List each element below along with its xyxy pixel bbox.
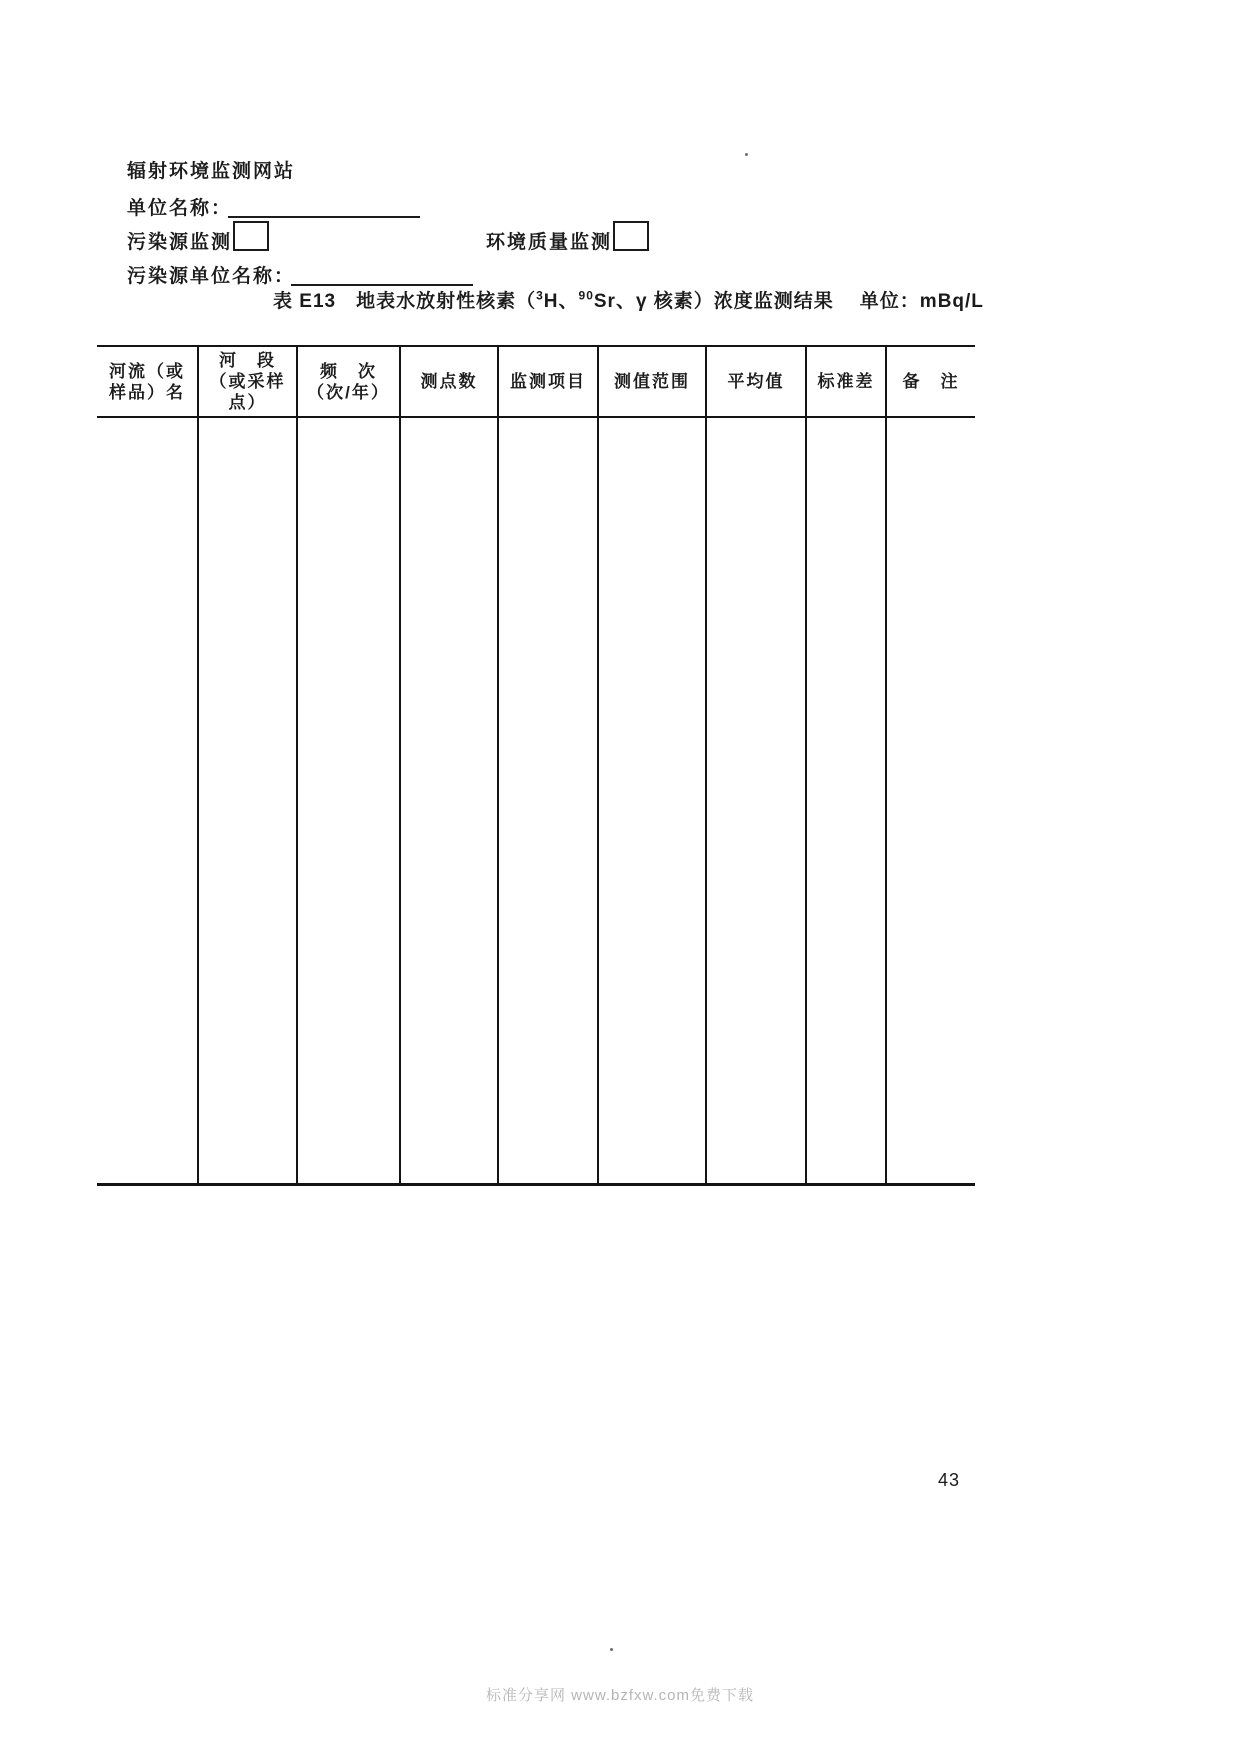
env-quality-checkbox (613, 221, 649, 251)
col-header-value-range: 测值范围 (598, 346, 706, 417)
empty-cell (498, 417, 598, 1185)
caption-unit: 单位：mBq/L (859, 291, 984, 312)
empty-cell (297, 417, 400, 1185)
env-quality-label: 环境质量监测 (486, 232, 613, 253)
pollution-source-checkbox (233, 221, 269, 251)
col-header-monitor-item: 监测项目 (498, 346, 598, 417)
caption-text: 表 E13 地表水放射性核素（ (273, 291, 537, 312)
col-header-frequency: 频 次 （次/年） (297, 346, 400, 417)
empty-cell (886, 417, 975, 1185)
unit-name-blank (228, 216, 420, 218)
table-empty-body-row (97, 417, 975, 1185)
empty-cell (400, 417, 498, 1185)
caption-sup-3: 3 (536, 288, 544, 303)
scan-speck (610, 1648, 613, 1651)
caption-sup-90: 90 (578, 288, 594, 303)
col-header-point-count: 测点数 (400, 346, 498, 417)
empty-cell (806, 417, 886, 1185)
empty-cell (97, 417, 198, 1185)
empty-cell (598, 417, 706, 1185)
monitoring-results-table (97, 345, 975, 1186)
col-header-river-section: 河 段 （或采样点） (198, 346, 297, 417)
table-header-row (97, 346, 975, 417)
table-caption: 表 E13 地表水放射性核素（$^3$H、$^{90}$Sr、γ 核素）浓度监测结果 单位：mBq/L (273, 288, 984, 312)
pollution-source-label: 污染源监测 (127, 232, 233, 253)
col-header-river-name: 河流（或 样品）名 (97, 346, 198, 417)
scan-speck (745, 153, 748, 156)
col-header-std-dev: 标准差 (806, 346, 886, 417)
col-header-remarks: 备 注 (886, 346, 975, 417)
pollution-unit-label: 污染源单位名称： (127, 266, 296, 287)
org-title: 辐射环境监测网站 (127, 161, 296, 182)
empty-cell (706, 417, 806, 1185)
watermark-footer: 标准分享网 www.bzfxw.com免费下载 (485, 1687, 755, 1704)
empty-cell (198, 417, 297, 1185)
col-header-average: 平均值 (706, 346, 806, 417)
unit-name-label: 单位名称： (127, 198, 233, 219)
page-number: 43 (938, 1470, 961, 1490)
